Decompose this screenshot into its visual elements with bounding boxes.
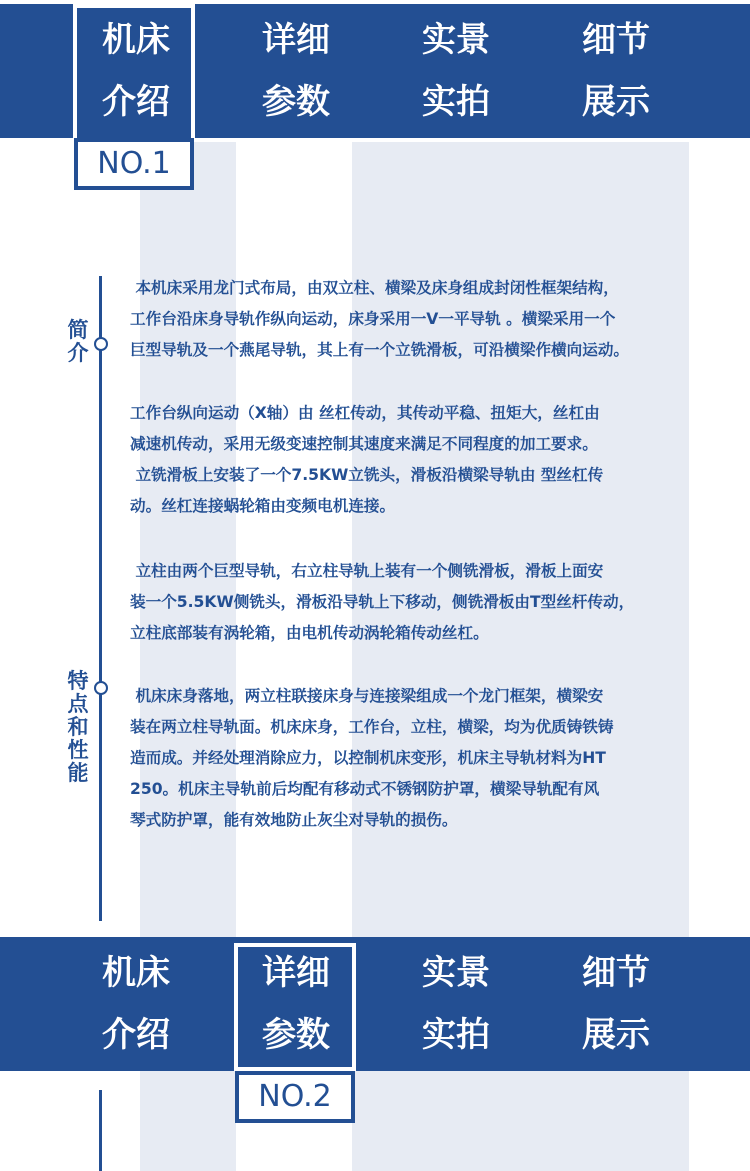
feature-paragraph-drive: 工作台纵向运动（X轴）由 丝杠传动，其传动平稳、扭矩大，丝杠由 减速机传动，采用无级变速控制其速度来满足不同程度的加工要求。 立铣滑板上安装了一个7.5KW立铣头，滑板沿横梁导轨由 型丝杠传 动。丝杠连接蜗轮箱由变频电机连接。 [130,404,604,515]
timeline-dot-features [94,681,108,695]
nav-tab-line1: 机床 [102,20,170,60]
feature-paragraph-bed: 机床床身落地，两立柱联接床身与连接梁组成一个龙门框架，横梁安 装在两立柱导轨面。机床床身，工作台，立柱，横梁，均为优质铸铁铸 造而成。并经处理消除应力，以控制机床变形，机床主导轨材料为HT 250。机床主导轨前后均配有移动式不锈钢防护罩，横梁导轨配有风 琴式防护罩，能有效地防止灰尘对导轨的损伤。 [130,687,614,829]
nav-tab-line2: 参数 [262,82,330,122]
intro-paragraph: 本机床采用龙门式布局，由双立柱、横梁及床身组成封闭性框架结构， 工作台沿床身导轨作纵向运动，床身采用一V一平导轨 。横梁采用一个 巨型导轨及一个燕尾导轨，其上有一个立铣滑板，可沿横梁作横向运动。 [130,279,630,359]
background-stripe-right-2 [352,1071,689,1171]
nav-tab-line1: 机床 [102,953,170,993]
nav-tab-line2: 实拍 [422,82,490,122]
nav-tab-machine-intro[interactable] [76,937,196,1071]
nav-tab-detail-display[interactable] [556,937,676,1071]
timeline-line [99,276,102,921]
nav-tab-line2: 介绍 [102,1015,170,1055]
active-tab-frame [73,4,195,142]
nav-tab-detail-display[interactable] [556,4,676,138]
nav-tab-line2: 展示 [582,1015,650,1055]
section-badge-no2: NO.2 [235,1071,355,1123]
nav-tab-real-photos[interactable] [396,4,516,138]
nav-tab-real-photos[interactable] [396,937,516,1071]
nav-tab-line2: 实拍 [422,1015,490,1055]
nav-tab-line1: 实景 [422,953,490,993]
feature-paragraph-column: 立柱由两个巨型导轨，右立柱导轨上装有一个侧铣滑板，滑板上面安 装一个5.5KW侧铣头，滑板沿导轨上下移动，侧铣滑板由T型丝杆传动， 立柱底部装有涡轮箱，由电机传动涡轮箱传动丝杠。 [130,562,635,642]
nav-tab-line1: 详细 [262,953,330,993]
timeline-dot-intro [94,337,108,351]
top-nav-bar [0,4,750,138]
active-tab-frame [234,943,356,1071]
timeline-label-features: 特 点 和 性 能 [67,669,89,785]
background-stripe-left-2 [140,1071,236,1171]
nav-tab-line1: 详细 [262,20,330,60]
nav-tab-line1: 实景 [422,20,490,60]
nav-tab-detail-params[interactable] [236,4,356,138]
nav-tab-line1: 细节 [582,953,650,993]
bottom-nav-bar [0,937,750,1071]
timeline-label-intro: 简 介 [67,318,89,365]
nav-tab-line1: 细节 [582,20,650,60]
timeline-line-2 [99,1090,102,1171]
section-badge-no1: NO.1 [74,138,194,190]
nav-tab-line2: 参数 [262,1015,330,1055]
nav-tab-line2: 介绍 [102,82,170,122]
nav-tab-line2: 展示 [582,82,650,122]
